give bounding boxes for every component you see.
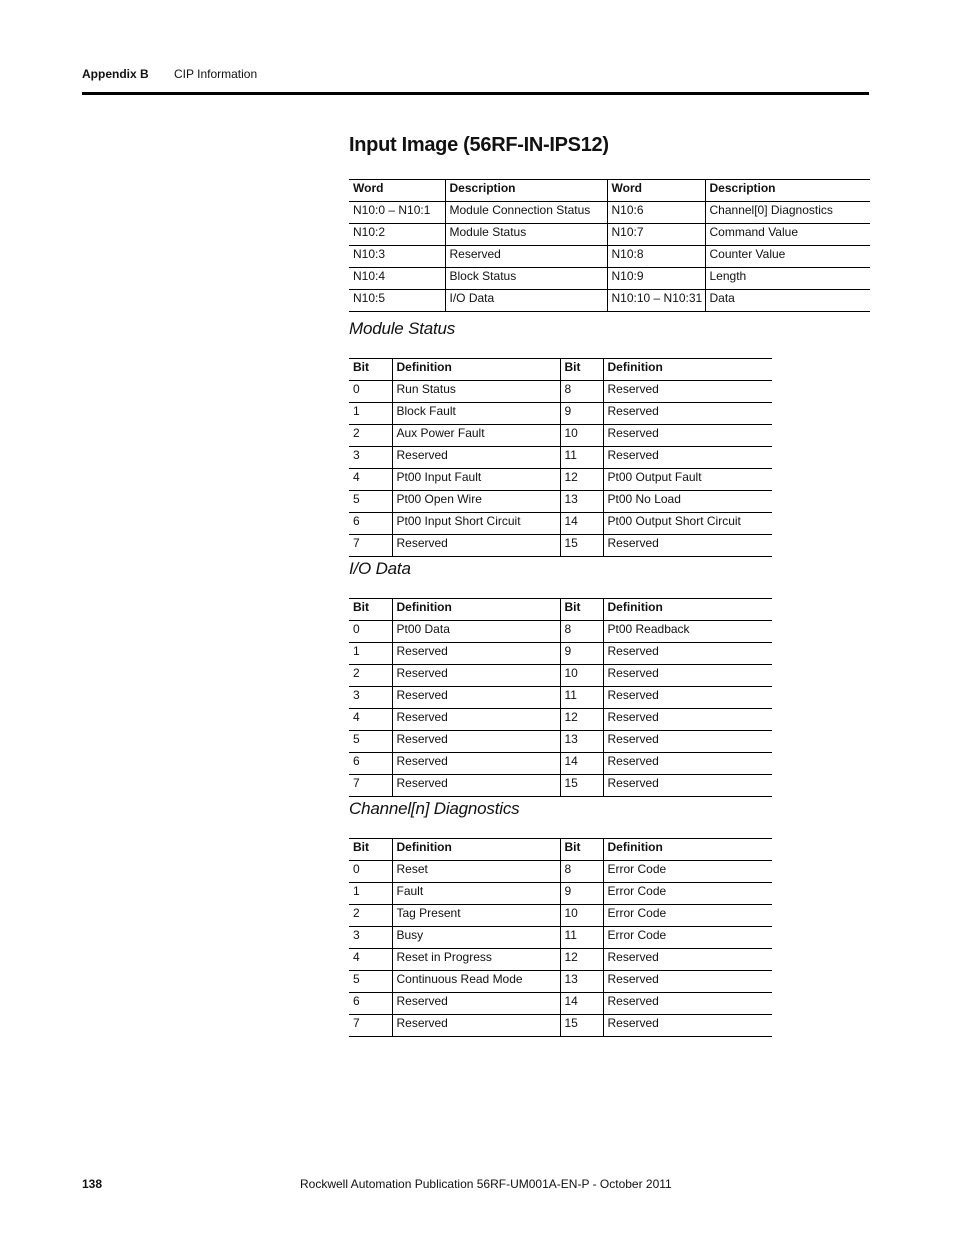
table-cell: Reserved	[392, 709, 560, 731]
table-cell: N10:8	[607, 246, 705, 268]
table-cell: Reserved	[603, 731, 772, 753]
table-cell: Reserved	[603, 753, 772, 775]
table-cell: Pt00 Input Fault	[392, 469, 560, 491]
table-cell: Reserved	[392, 1015, 560, 1037]
table-cell: 15	[560, 535, 603, 557]
table-cell: Reserved	[603, 643, 772, 665]
table-row	[349, 224, 870, 246]
table-cell: Reserved	[392, 643, 560, 665]
table-cell: 12	[560, 469, 603, 491]
table-row	[349, 731, 772, 753]
table-cell: Reserved	[392, 753, 560, 775]
column-header: Bit	[560, 599, 603, 621]
table-row	[349, 491, 772, 513]
page-title: Input Image (56RF-IN-IPS12)	[349, 134, 609, 156]
table-cell: 0	[349, 381, 392, 403]
table-row	[349, 927, 772, 949]
table-cell: Reserved	[603, 535, 772, 557]
table-cell: 6	[349, 993, 392, 1015]
table-row	[349, 709, 772, 731]
table-cell: N10:2	[349, 224, 445, 246]
table-cell: N10:6	[607, 202, 705, 224]
table-cell: Tag Present	[392, 905, 560, 927]
table-row	[349, 775, 772, 797]
table-cell: Reserved	[392, 447, 560, 469]
table-cell: Reserved	[603, 447, 772, 469]
table-row	[349, 861, 772, 883]
io-data-heading: I/O Data	[349, 559, 411, 578]
table-cell: Counter Value	[705, 246, 870, 268]
table-cell: Pt00 Input Short Circuit	[392, 513, 560, 535]
table-cell: 0	[349, 621, 392, 643]
table-cell: 14	[560, 513, 603, 535]
column-header: Bit	[349, 359, 392, 381]
table-cell: 8	[560, 621, 603, 643]
table-cell: Module Connection Status	[445, 202, 607, 224]
table-cell: Pt00 Readback	[603, 621, 772, 643]
column-header: Word	[607, 180, 705, 202]
table-cell: 2	[349, 425, 392, 447]
table-cell: 10	[560, 665, 603, 687]
table-cell: N10:7	[607, 224, 705, 246]
table-cell: 6	[349, 753, 392, 775]
table-header-row	[349, 180, 870, 202]
table-cell: Channel[0] Diagnostics	[705, 202, 870, 224]
table-cell: Reset	[392, 861, 560, 883]
appendix-label: Appendix B	[82, 67, 149, 81]
page-header	[82, 66, 869, 95]
table-row	[349, 469, 772, 491]
module-status-heading: Module Status	[349, 319, 456, 338]
table-cell: 7	[349, 535, 392, 557]
table-cell: Run Status	[392, 381, 560, 403]
table-cell: 8	[560, 381, 603, 403]
table-cell: N10:3	[349, 246, 445, 268]
table-cell: 2	[349, 665, 392, 687]
table-cell: Reserved	[603, 425, 772, 447]
table-row	[349, 993, 772, 1015]
table-cell: 13	[560, 731, 603, 753]
table-cell: 9	[560, 883, 603, 905]
table-cell: 11	[560, 447, 603, 469]
table-row	[349, 643, 772, 665]
table-cell: Pt00 No Load	[603, 491, 772, 513]
table-cell: Pt00 Output Fault	[603, 469, 772, 491]
column-header: Bit	[349, 599, 392, 621]
table-cell: 13	[560, 491, 603, 513]
table-row	[349, 665, 772, 687]
table-cell: 14	[560, 993, 603, 1015]
table-cell: Reserved	[392, 535, 560, 557]
section-label: CIP Information	[174, 67, 258, 81]
table-row	[349, 687, 772, 709]
table-cell: 10	[560, 425, 603, 447]
table-cell: 0	[349, 861, 392, 883]
table-row	[349, 513, 772, 535]
table-cell: Module Status	[445, 224, 607, 246]
table-cell: Error Code	[603, 905, 772, 927]
table-cell: 5	[349, 731, 392, 753]
table-cell: 4	[349, 949, 392, 971]
table-cell: Reserved	[392, 687, 560, 709]
column-header: Definition	[392, 599, 560, 621]
column-header: Word	[349, 180, 445, 202]
table-row	[349, 268, 870, 290]
column-header: Bit	[349, 839, 392, 861]
table-cell: 3	[349, 927, 392, 949]
table-row	[349, 1015, 772, 1037]
table-cell: Reserved	[445, 246, 607, 268]
table-cell: 3	[349, 687, 392, 709]
table-cell: 9	[560, 643, 603, 665]
table-cell: Reserved	[603, 971, 772, 993]
table-cell: I/O Data	[445, 290, 607, 312]
table-row	[349, 535, 772, 557]
table-row	[349, 621, 772, 643]
table-row	[349, 883, 772, 905]
table-header-row	[349, 359, 772, 381]
table-cell: 1	[349, 403, 392, 425]
table-cell: Reserved	[392, 993, 560, 1015]
table-cell: Reserved	[603, 775, 772, 797]
table-cell: 15	[560, 1015, 603, 1037]
table-cell: 5	[349, 971, 392, 993]
table-cell: Reserved	[603, 709, 772, 731]
table-cell: Reserved	[392, 775, 560, 797]
table-cell: Reserved	[392, 731, 560, 753]
table-cell: 5	[349, 491, 392, 513]
column-header: Definition	[603, 599, 772, 621]
column-header: Description	[445, 180, 607, 202]
table-row	[349, 425, 772, 447]
table-row	[349, 753, 772, 775]
column-header: Description	[705, 180, 870, 202]
table-cell: Pt00 Output Short Circuit	[603, 513, 772, 535]
table-cell: N10:9	[607, 268, 705, 290]
io-data-table	[349, 598, 772, 797]
table-row	[349, 447, 772, 469]
table-cell: N10:4	[349, 268, 445, 290]
table-cell: N10:5	[349, 290, 445, 312]
table-cell: Command Value	[705, 224, 870, 246]
table-cell: Pt00 Data	[392, 621, 560, 643]
table-header-row	[349, 839, 772, 861]
table-cell: 4	[349, 709, 392, 731]
column-header: Definition	[603, 839, 772, 861]
table-cell: Reset in Progress	[392, 949, 560, 971]
table-cell: 12	[560, 949, 603, 971]
table-cell: Fault	[392, 883, 560, 905]
table-cell: Reserved	[603, 993, 772, 1015]
column-header: Definition	[392, 359, 560, 381]
table-cell: 9	[560, 403, 603, 425]
column-header: Definition	[603, 359, 772, 381]
table-cell: Data	[705, 290, 870, 312]
table-cell: Reserved	[603, 381, 772, 403]
table-cell: Reserved	[603, 1015, 772, 1037]
table-cell: Reserved	[603, 403, 772, 425]
table-cell: Reserved	[603, 687, 772, 709]
table-row	[349, 971, 772, 993]
table-cell: N10:0 – N10:1	[349, 202, 445, 224]
table-cell: 15	[560, 775, 603, 797]
table-row	[349, 403, 772, 425]
module-status-table	[349, 358, 772, 557]
table-cell: 4	[349, 469, 392, 491]
table-cell: 7	[349, 775, 392, 797]
table-cell: 6	[349, 513, 392, 535]
table-cell: Block Fault	[392, 403, 560, 425]
table-cell: 2	[349, 905, 392, 927]
table-row	[349, 949, 772, 971]
table-header-row	[349, 599, 772, 621]
table-cell: Reserved	[603, 665, 772, 687]
table-cell: N10:10 – N10:31	[607, 290, 705, 312]
table-cell: 14	[560, 753, 603, 775]
table-cell: 1	[349, 643, 392, 665]
table-cell: Error Code	[603, 861, 772, 883]
table-cell: Aux Power Fault	[392, 425, 560, 447]
table-cell: 11	[560, 687, 603, 709]
table-cell: 1	[349, 883, 392, 905]
table-cell: 3	[349, 447, 392, 469]
input-image-table	[349, 179, 870, 312]
table-cell: Continuous Read Mode	[392, 971, 560, 993]
table-cell: Length	[705, 268, 870, 290]
table-cell: Reserved	[392, 665, 560, 687]
table-cell: 7	[349, 1015, 392, 1037]
table-cell: Error Code	[603, 883, 772, 905]
table-row	[349, 381, 772, 403]
column-header: Definition	[392, 839, 560, 861]
channel-diagnostics-heading: Channel[n] Diagnostics	[349, 799, 520, 818]
table-cell: 8	[560, 861, 603, 883]
table-cell: Pt00 Open Wire	[392, 491, 560, 513]
table-row	[349, 246, 870, 268]
table-cell: 10	[560, 905, 603, 927]
page-number: 138	[82, 1177, 103, 1191]
table-cell: Reserved	[603, 949, 772, 971]
table-row	[349, 202, 870, 224]
table-cell: 13	[560, 971, 603, 993]
table-cell: 11	[560, 927, 603, 949]
table-row	[349, 905, 772, 927]
publication-info: Rockwell Automation Publication 56RF-UM001A-EN-P - October 2011	[300, 1177, 672, 1191]
column-header: Bit	[560, 839, 603, 861]
channel-diagnostics-table	[349, 838, 772, 1037]
table-cell: Busy	[392, 927, 560, 949]
table-cell: Block Status	[445, 268, 607, 290]
table-cell: Error Code	[603, 927, 772, 949]
table-row	[349, 290, 870, 312]
table-cell: 12	[560, 709, 603, 731]
column-header: Bit	[560, 359, 603, 381]
